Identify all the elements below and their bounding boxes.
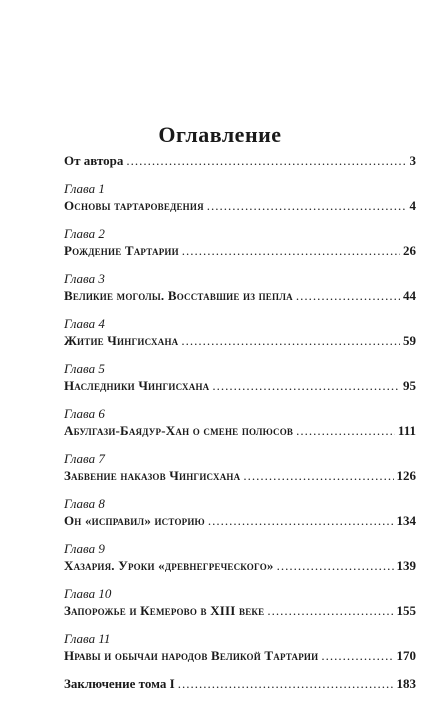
toc-page-number: 183 [396,676,416,691]
toc-page-number: 26 [403,243,416,258]
toc-page-number: 126 [396,468,416,483]
toc-page-number: 170 [396,648,416,663]
toc-entry-title: Забвение наказов Чингисхана [64,468,241,483]
chapter-label: Глава 7 [64,451,105,466]
toc-entry-chapter-11 [64,630,416,665]
toc-entry-title: Запорожье и Кемерово в XIII веке [64,603,265,618]
toc-entry-title: Нравы и обычаи народов Великой Тартарии [64,648,319,663]
toc-page-number: 95 [403,378,416,393]
toc-entry-title: Великие моголы. Восставшие из пепла [64,288,293,303]
toc-page-number: 155 [396,603,416,618]
toc-entry-foreword [64,152,416,170]
toc-page-number: 111 [397,423,416,438]
dot-leader [321,647,393,665]
toc-page-number: 139 [396,558,416,573]
dot-leader [208,512,394,530]
toc-entry-title: Житие Чингисхана [64,333,179,348]
toc-entry-chapter-3 [64,270,416,305]
dot-leader [181,332,400,350]
dot-leader [212,377,400,395]
toc-entry-chapter-6 [64,405,416,440]
toc-entry-title: Заключение тома I [64,676,175,691]
toc-entry-title: От автора [64,153,124,168]
toc-entry-conclusion [64,675,416,693]
toc-entry-chapter-1 [64,180,416,215]
chapter-label: Глава 5 [64,361,105,376]
toc-page-number: 3 [409,153,416,168]
toc-page-number: 4 [409,198,416,213]
toc-entry-chapter-4 [64,315,416,350]
toc-entry-chapter-7 [64,450,416,485]
toc-page-number: 44 [403,288,416,303]
toc-entry-title: Абулгази-Баядур-Хан о смене полюсов [64,423,294,438]
dot-leader [182,242,400,260]
dot-leader [296,287,400,305]
toc-entry-chapter-5 [64,360,416,395]
dot-leader [267,602,393,620]
toc-entry-chapter-9 [64,540,416,575]
chapter-label: Глава 4 [64,316,105,331]
chapter-label: Глава 8 [64,496,105,511]
dot-leader [126,152,406,170]
page-title: Оглавление [158,122,282,147]
chapter-label: Глава 6 [64,406,105,421]
toc-entry-title: Рождение Тартарии [64,243,179,258]
table-of-contents [64,152,416,703]
dot-leader [243,467,393,485]
chapter-label: Глава 1 [64,181,105,196]
toc-entry-chapter-2 [64,225,416,260]
dot-leader [207,197,407,215]
dot-leader [178,675,394,693]
dot-leader [277,557,394,575]
toc-page-number: 134 [396,513,416,528]
toc-entry-title: Хазария. Уроки «древнегреческого» [64,558,274,573]
chapter-label: Глава 3 [64,271,105,286]
chapter-label: Глава 2 [64,226,105,241]
chapter-label: Глава 11 [64,631,111,646]
toc-entry-chapter-8 [64,495,416,530]
toc-entry-title: Наследники Чингисхана [64,378,210,393]
toc-page-number: 59 [403,333,416,348]
toc-entry-title: Основы тартароведения [64,198,204,213]
chapter-label: Глава 9 [64,541,105,556]
toc-entry-title: Он «исправил» историю [64,513,205,528]
chapter-label: Глава 10 [64,586,112,601]
dot-leader [296,422,395,440]
toc-entry-chapter-10 [64,585,416,620]
